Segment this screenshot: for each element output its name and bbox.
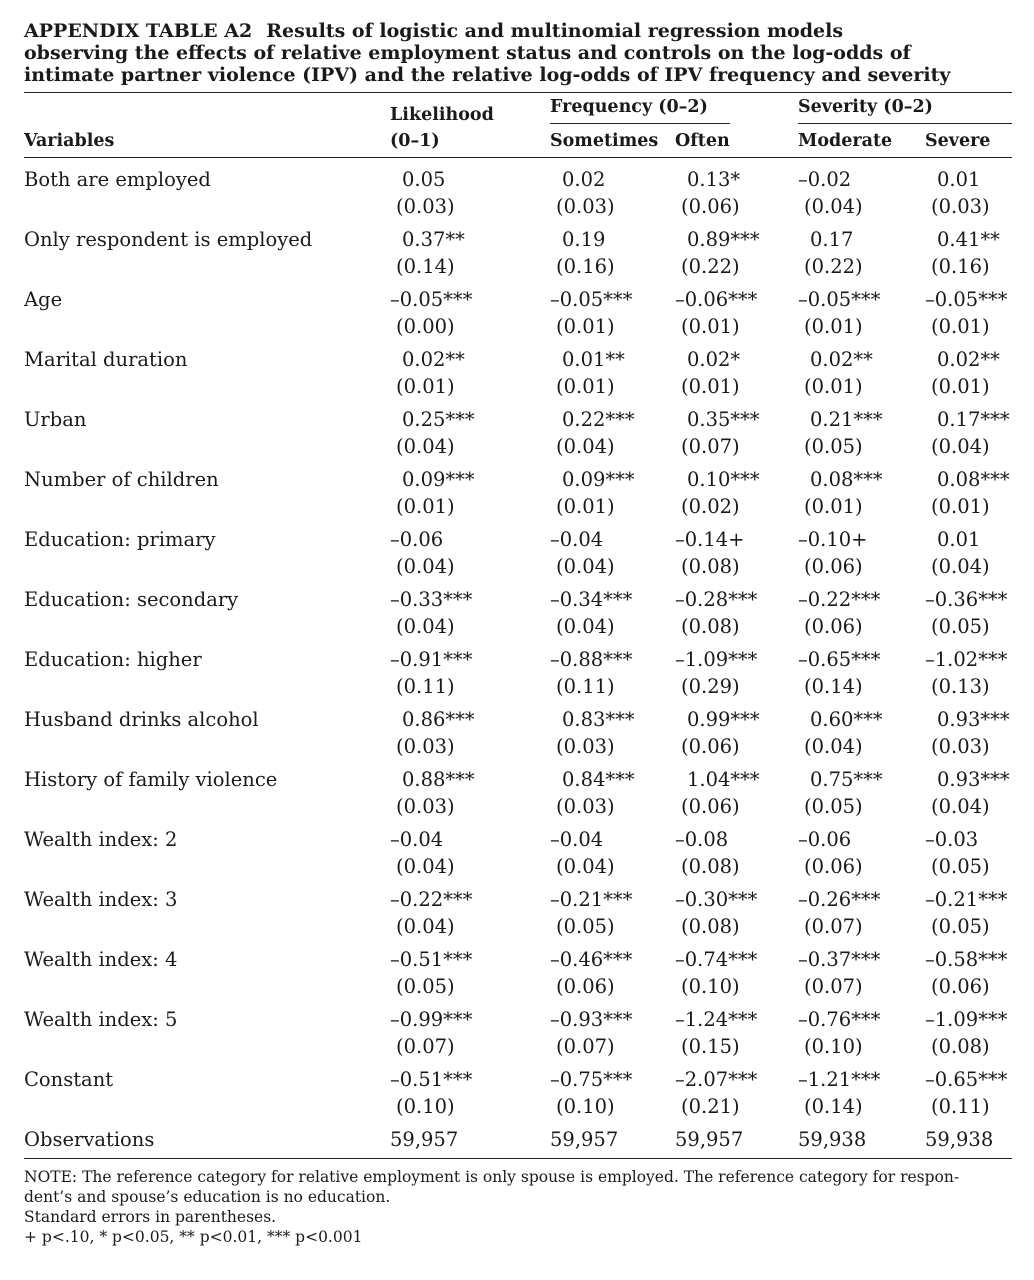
coef-severe: –0.21*** (925, 888, 1008, 911)
coef-moderate: –0.26*** (798, 888, 881, 911)
coef-severe: –0.58*** (925, 948, 1008, 971)
se-sometimes: (0.04) (556, 435, 615, 458)
header-severe: Severe (925, 131, 991, 151)
table-row (24, 758, 1012, 818)
coef-sometimes: 0.01** (562, 348, 625, 371)
coef-moderate: –0.37*** (798, 948, 881, 971)
se-likelihood: (0.05) (396, 975, 455, 998)
header-often: Often (675, 131, 730, 151)
se-often: (0.06) (681, 195, 740, 218)
coef-often: 0.10*** (687, 468, 760, 491)
coef-likelihood: 0.02** (402, 348, 465, 371)
regression-table (24, 92, 1012, 1159)
coef-moderate: –0.76*** (798, 1008, 881, 1031)
title-line-3: intimate partner violence (IPV) and the relative log-odds of IPV frequency and severity (24, 64, 951, 86)
se-severe: (0.01) (931, 315, 990, 338)
se-often: (0.08) (681, 615, 740, 638)
coef-moderate: 0.60*** (810, 708, 883, 731)
se-often: (0.06) (681, 795, 740, 818)
table-row (24, 278, 1012, 338)
coef-moderate: –0.10+ (798, 528, 868, 551)
coef-moderate: 0.75*** (810, 768, 883, 791)
se-likelihood: (0.03) (396, 795, 455, 818)
table-row (24, 698, 1012, 758)
severity-group-rule (798, 123, 1012, 124)
se-severe: (0.08) (931, 1035, 990, 1058)
se-severe: (0.01) (931, 375, 990, 398)
coef-sometimes: –0.75*** (550, 1068, 633, 1091)
coef-often: –1.24*** (675, 1008, 758, 1031)
se-often: (0.08) (681, 555, 740, 578)
se-sometimes: (0.01) (556, 495, 615, 518)
se-sometimes: (0.04) (556, 855, 615, 878)
observations-row (24, 1118, 1012, 1158)
se-sometimes: (0.16) (556, 255, 615, 278)
coef-often: 1.04*** (687, 768, 760, 791)
table-row (24, 638, 1012, 698)
table-body (24, 158, 1012, 1118)
se-often: (0.07) (681, 435, 740, 458)
se-likelihood: (0.03) (396, 195, 455, 218)
header-likelihood-range: (0–1) (390, 131, 440, 151)
variable-label: History of family violence (24, 768, 278, 791)
se-severe: (0.05) (931, 615, 990, 638)
coef-moderate: 0.08*** (810, 468, 883, 491)
variable-label: Constant (24, 1068, 114, 1091)
coef-likelihood: –0.04 (390, 828, 444, 851)
se-likelihood: (0.04) (396, 555, 455, 578)
table-row (24, 458, 1012, 518)
se-likelihood: (0.04) (396, 855, 455, 878)
variable-label: Only respondent is employed (24, 228, 313, 251)
se-sometimes: (0.11) (556, 675, 615, 698)
coef-often: 0.13* (687, 168, 741, 191)
se-often: (0.10) (681, 975, 740, 998)
coef-often: –0.74*** (675, 948, 758, 971)
se-sometimes: (0.05) (556, 915, 615, 938)
title-line-1: Results of logistic and multinomial regression models (266, 20, 844, 42)
coef-likelihood: –0.22*** (390, 888, 473, 911)
coef-severe: 0.93*** (937, 708, 1010, 731)
coef-sometimes: –0.88*** (550, 648, 633, 671)
se-severe: (0.16) (931, 255, 990, 278)
se-likelihood: (0.01) (396, 375, 455, 398)
se-severe: (0.04) (931, 435, 990, 458)
coef-severe: 0.08*** (937, 468, 1010, 491)
header-moderate: Moderate (798, 131, 893, 151)
variable-label: Number of children (24, 468, 219, 491)
coef-often: –0.08 (675, 828, 729, 851)
header-variables: Variables (24, 131, 115, 151)
coef-moderate: –1.21*** (798, 1068, 881, 1091)
se-moderate: (0.04) (804, 735, 863, 758)
table-row (24, 158, 1012, 218)
coef-sometimes: 0.84*** (562, 768, 635, 791)
coef-likelihood: –0.33*** (390, 588, 473, 611)
variable-label: Both are employed (24, 168, 211, 191)
se-sometimes: (0.04) (556, 615, 615, 638)
table-label: APPENDIX TABLE A2 (24, 20, 253, 42)
header-severity-group: Severity (0–2) (798, 97, 933, 117)
table-row (24, 578, 1012, 638)
header-sometimes: Sometimes (550, 131, 659, 151)
se-sometimes: (0.01) (556, 315, 615, 338)
coef-moderate: –0.65*** (798, 648, 881, 671)
coef-sometimes: 0.22*** (562, 408, 635, 431)
table-title (24, 20, 1012, 86)
coef-likelihood: 0.88*** (402, 768, 475, 791)
variable-label: Marital duration (24, 348, 188, 371)
coef-often: –0.14+ (675, 528, 745, 551)
variable-label: Wealth index: 5 (24, 1008, 178, 1031)
coef-likelihood: –0.99*** (390, 1008, 473, 1031)
se-likelihood: (0.04) (396, 915, 455, 938)
se-severe: (0.03) (931, 735, 990, 758)
coef-sometimes: 0.19 (562, 228, 606, 251)
title-line-2: observing the effects of relative employment status and controls on the log-odds of (24, 42, 911, 64)
observations-often: 59,957 (675, 1128, 744, 1151)
se-often: (0.01) (681, 375, 740, 398)
coef-likelihood: –0.06 (390, 528, 444, 551)
coef-often: –0.30*** (675, 888, 758, 911)
table-row (24, 818, 1012, 878)
se-severe: (0.06) (931, 975, 990, 998)
se-sometimes: (0.10) (556, 1095, 615, 1118)
se-moderate: (0.22) (804, 255, 863, 278)
coef-severe: 0.17*** (937, 408, 1010, 431)
se-likelihood: (0.04) (396, 435, 455, 458)
coef-likelihood: –0.51*** (390, 1068, 473, 1091)
coef-sometimes: –0.21*** (550, 888, 633, 911)
se-moderate: (0.06) (804, 855, 863, 878)
coef-sometimes: 0.09*** (562, 468, 635, 491)
se-likelihood: (0.01) (396, 495, 455, 518)
se-severe: (0.11) (931, 1095, 990, 1118)
se-often: (0.15) (681, 1035, 740, 1058)
variable-label: Education: higher (24, 648, 202, 671)
table-row (24, 338, 1012, 398)
coef-often: –0.06*** (675, 288, 758, 311)
coef-severe: –1.09*** (925, 1008, 1008, 1031)
variable-label: Urban (24, 408, 87, 431)
variable-label: Wealth index: 4 (24, 948, 178, 971)
se-often: (0.08) (681, 855, 740, 878)
note-line-1: NOTE: The reference category for relative employment is only spouse is employed. The reference category for respon- (24, 1168, 960, 1186)
coef-moderate: 0.02** (810, 348, 873, 371)
se-sometimes: (0.03) (556, 735, 615, 758)
se-moderate: (0.10) (804, 1035, 863, 1058)
header-frequency-group: Frequency (0–2) (550, 97, 708, 117)
coef-often: 0.99*** (687, 708, 760, 731)
coef-likelihood: 0.37** (402, 228, 465, 251)
observations-likelihood: 59,957 (390, 1128, 459, 1151)
variable-label: Wealth index: 3 (24, 888, 178, 911)
se-likelihood: (0.00) (396, 315, 455, 338)
se-moderate: (0.14) (804, 1095, 863, 1118)
coef-sometimes: 0.02 (562, 168, 606, 191)
coef-severe: –0.36*** (925, 588, 1008, 611)
coef-sometimes: 0.83*** (562, 708, 635, 731)
se-likelihood: (0.14) (396, 255, 455, 278)
table-row (24, 218, 1012, 278)
variable-label: Wealth index: 2 (24, 828, 178, 851)
table-row (24, 398, 1012, 458)
se-moderate: (0.05) (804, 795, 863, 818)
table-row (24, 998, 1012, 1058)
coef-severe: 0.93*** (937, 768, 1010, 791)
se-moderate: (0.01) (804, 375, 863, 398)
appendix-table-page (24, 20, 1012, 1247)
se-likelihood: (0.11) (396, 675, 455, 698)
coef-sometimes: –0.05*** (550, 288, 633, 311)
coef-likelihood: –0.51*** (390, 948, 473, 971)
se-likelihood: (0.04) (396, 615, 455, 638)
se-sometimes: (0.06) (556, 975, 615, 998)
se-severe: (0.04) (931, 555, 990, 578)
se-severe: (0.05) (931, 855, 990, 878)
table-row (24, 1058, 1012, 1118)
coef-severe: 0.41** (937, 228, 1000, 251)
observations-label: Observations (24, 1128, 155, 1151)
coef-likelihood: 0.86*** (402, 708, 475, 731)
coef-likelihood: 0.05 (402, 168, 446, 191)
coef-often: 0.02* (687, 348, 741, 371)
se-moderate: (0.06) (804, 555, 863, 578)
coef-likelihood: –0.05*** (390, 288, 473, 311)
se-severe: (0.01) (931, 495, 990, 518)
coef-often: –0.28*** (675, 588, 758, 611)
se-often: (0.08) (681, 915, 740, 938)
coef-severe: 0.02** (937, 348, 1000, 371)
table-header (24, 93, 1012, 157)
coef-moderate: –0.06 (798, 828, 852, 851)
se-moderate: (0.01) (804, 315, 863, 338)
coef-moderate: –0.05*** (798, 288, 881, 311)
variable-label: Education: secondary (24, 588, 239, 611)
coef-likelihood: 0.25*** (402, 408, 475, 431)
se-sometimes: (0.01) (556, 375, 615, 398)
coef-often: 0.35*** (687, 408, 760, 431)
coef-moderate: –0.22*** (798, 588, 881, 611)
se-often: (0.22) (681, 255, 740, 278)
coef-severe: –1.02*** (925, 648, 1008, 671)
observations-severe: 59,938 (925, 1128, 994, 1151)
se-moderate: (0.07) (804, 975, 863, 998)
se-often: (0.29) (681, 675, 740, 698)
se-likelihood: (0.07) (396, 1035, 455, 1058)
se-moderate: (0.07) (804, 915, 863, 938)
se-often: (0.06) (681, 735, 740, 758)
coef-severe: –0.03 (925, 828, 979, 851)
coef-severe: 0.01 (937, 528, 981, 551)
se-moderate: (0.05) (804, 435, 863, 458)
variable-label: Age (24, 288, 63, 311)
coef-likelihood: –0.91*** (390, 648, 473, 671)
note-line-2: dent’s and spouse’s education is no education. (24, 1188, 391, 1206)
coef-sometimes: –0.04 (550, 528, 604, 551)
table-row (24, 518, 1012, 578)
coef-often: 0.89*** (687, 228, 760, 251)
table-row (24, 878, 1012, 938)
se-sometimes: (0.03) (556, 195, 615, 218)
table-notes (24, 1167, 1012, 1247)
coef-severe: –0.05*** (925, 288, 1008, 311)
note-line-4: + p<.10, * p<0.05, ** p<0.01, *** p<0.001 (24, 1228, 363, 1246)
coef-likelihood: 0.09*** (402, 468, 475, 491)
table-row (24, 938, 1012, 998)
se-often: (0.21) (681, 1095, 740, 1118)
coef-sometimes: –0.34*** (550, 588, 633, 611)
coef-moderate: 0.17 (810, 228, 854, 251)
note-line-3: Standard errors in parentheses. (24, 1208, 277, 1226)
se-sometimes: (0.07) (556, 1035, 615, 1058)
se-often: (0.01) (681, 315, 740, 338)
se-severe: (0.04) (931, 795, 990, 818)
coef-sometimes: –0.46*** (550, 948, 633, 971)
observations-moderate: 59,938 (798, 1128, 867, 1151)
se-likelihood: (0.03) (396, 735, 455, 758)
se-severe: (0.05) (931, 915, 990, 938)
coef-sometimes: –0.04 (550, 828, 604, 851)
variable-label: Education: primary (24, 528, 216, 551)
se-severe: (0.03) (931, 195, 990, 218)
se-severe: (0.13) (931, 675, 990, 698)
bottom-rule (24, 1158, 1012, 1159)
header-likelihood: Likelihood (390, 105, 494, 125)
frequency-group-rule (550, 123, 730, 124)
se-sometimes: (0.03) (556, 795, 615, 818)
se-moderate: (0.14) (804, 675, 863, 698)
se-moderate: (0.06) (804, 615, 863, 638)
se-moderate: (0.01) (804, 495, 863, 518)
se-sometimes: (0.04) (556, 555, 615, 578)
coef-moderate: 0.21*** (810, 408, 883, 431)
coef-moderate: –0.02 (798, 168, 852, 191)
variable-label: Husband drinks alcohol (24, 708, 259, 731)
coef-often: –1.09*** (675, 648, 758, 671)
coef-sometimes: –0.93*** (550, 1008, 633, 1031)
coef-severe: –0.65*** (925, 1068, 1008, 1091)
se-moderate: (0.04) (804, 195, 863, 218)
observations-sometimes: 59,957 (550, 1128, 619, 1151)
se-often: (0.02) (681, 495, 740, 518)
coef-often: –2.07*** (675, 1068, 758, 1091)
se-likelihood: (0.10) (396, 1095, 455, 1118)
coef-severe: 0.01 (937, 168, 981, 191)
